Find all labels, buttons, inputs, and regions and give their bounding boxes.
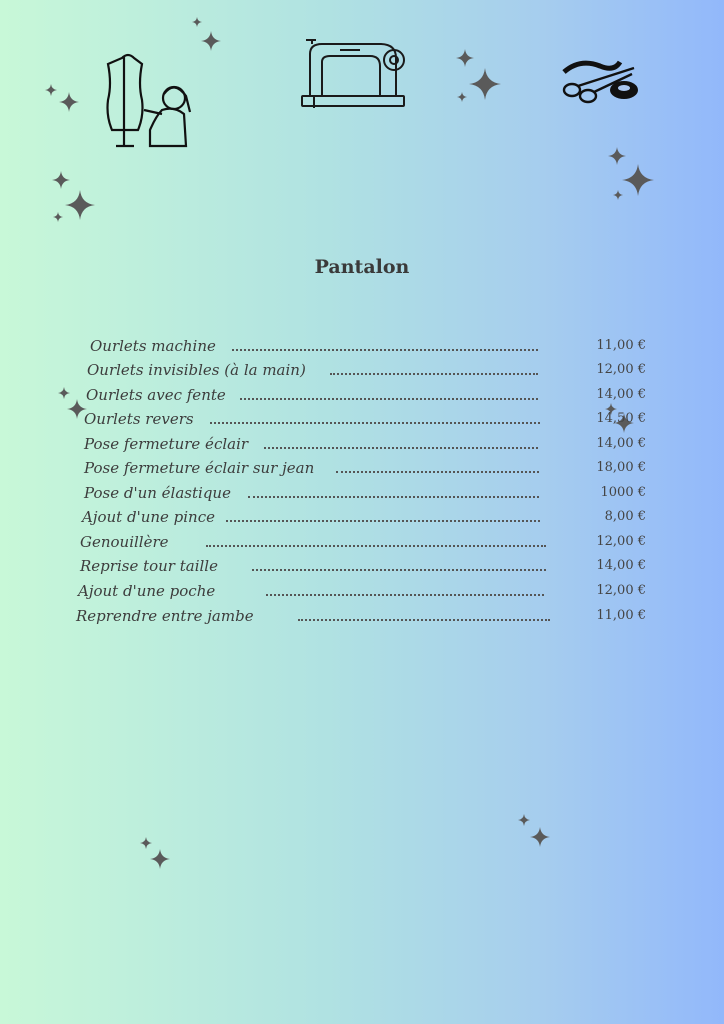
list-item: [0, 433, 724, 455]
list-item: [0, 605, 724, 627]
item-price: 11,00 €: [596, 338, 646, 353]
dot-leader: [232, 349, 538, 351]
item-label: Ourlets invisibles (à la main): [87, 361, 306, 379]
item-label: Ajout d'une poche: [78, 582, 216, 600]
item-label: Pose d'un élastique: [84, 484, 231, 502]
item-label: Ourlets machine: [90, 337, 216, 355]
list-item: [0, 335, 724, 357]
item-price: 14,00 €: [596, 558, 646, 573]
page-title: Pantalon: [314, 256, 410, 278]
list-item: [0, 408, 724, 430]
dot-leader: [266, 594, 544, 596]
dot-leader: [240, 398, 538, 400]
list-item: [0, 384, 724, 406]
dot-leader: [248, 496, 539, 498]
item-price: 12,00 €: [596, 362, 646, 377]
item-price: 1000 €: [600, 485, 646, 500]
list-item: [0, 482, 724, 504]
item-label: Pose fermeture éclair: [84, 435, 249, 453]
item-label: Pose fermeture éclair sur jean: [84, 459, 315, 477]
dot-leader: [264, 447, 538, 449]
item-price: 8,00 €: [604, 509, 646, 524]
item-price: 14,00 €: [596, 387, 646, 402]
dot-leader: [252, 569, 546, 571]
item-label: Ourlets revers: [84, 410, 194, 428]
dot-leader: [330, 373, 538, 375]
item-label: Ourlets avec fente: [86, 386, 226, 404]
item-price: 11,00 €: [596, 608, 646, 623]
item-label: Reprendre entre jambe: [76, 607, 254, 625]
item-label: Ajout d'une pince: [82, 508, 216, 526]
dot-leader: [336, 471, 539, 473]
item-price: 18,00 €: [596, 460, 646, 475]
item-price: 14,00 €: [596, 436, 646, 451]
list-item: [0, 531, 724, 553]
dot-leader: [206, 545, 546, 547]
item-label: Genouillère: [80, 533, 169, 551]
list-item: [0, 506, 724, 528]
dot-leader: [226, 520, 540, 522]
item-price: 12,00 €: [596, 583, 646, 598]
list-item: [0, 580, 724, 602]
dot-leader: [210, 422, 540, 424]
item-price: 12,00 €: [596, 534, 646, 549]
dot-leader: [298, 619, 550, 621]
list-item: [0, 359, 724, 381]
item-label: Reprise tour taille: [80, 557, 218, 575]
list-item: [0, 555, 724, 577]
item-price: 14,50 €: [596, 411, 646, 426]
list-item: [0, 457, 724, 479]
